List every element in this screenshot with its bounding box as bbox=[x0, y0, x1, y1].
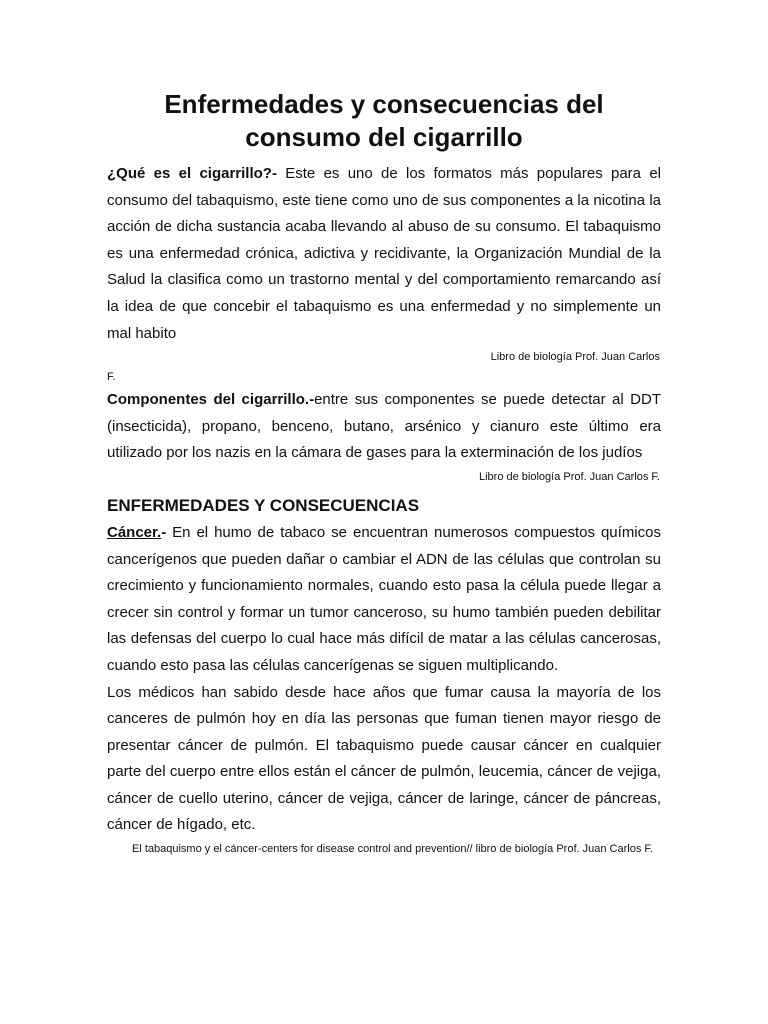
section-text-components: entre sus componentes se puede detectar al DDT (insecticida), propano, benceno, butano, arsénico y cianuro este último era utilizado por los nazis en la cámara de gases para la exterminación de los judíos bbox=[107, 391, 661, 462]
paragraph-cancer-1 bbox=[107, 520, 661, 680]
citation-1-continuation: F. bbox=[107, 371, 116, 384]
citation-2: Libro de biología Prof. Juan Carlos F. bbox=[479, 470, 660, 483]
document-title: Enfermedades y consecuencias del consumo del cigarrillo bbox=[164, 89, 604, 152]
cancer-label: Cáncer. bbox=[107, 523, 162, 541]
citation-1: Libro de biología Prof. Juan Carlos bbox=[490, 351, 660, 364]
paragraph-cancer-2: Los médicos han sabido desde hace años que fumar causa la mayoría de los canceres de pulmón hoy en día las personas que fuman tienen mayor riesgo de presentar cáncer de pulmón. El tabaquismo puede causar cáncer en cualquier parte del cuerpo entre ellos están el cáncer de pulmón, leucemia, cáncer de vejiga, cáncer de cuello uterino, cáncer de vejiga, cáncer de laringe, cáncer de páncreas, cáncer de hígado, etc. bbox=[107, 683, 661, 834]
document-page bbox=[107, 88, 661, 859]
section-text-what-is: Este es uno de los formatos más populares para el consumo del tabaquismo, este tiene como uno de sus componentes a la nicotina la acción de dicha sustancia acaba llevando al abuso de su consumo. El tabaquismo es una enfermedad crónica, adictiva y recidivante, la Organización Mundial de la Salud la clasifica como un trastorno mental y del comportamiento remarcando así la idea de que concebir el tabaquismo es una enfermedad y no simplemente un mal habito bbox=[107, 165, 661, 342]
cancer-dash: - bbox=[161, 523, 167, 541]
section-heading-what-is: ¿Qué es el cigarrillo?- bbox=[107, 165, 277, 182]
section-heading-components: Componentes del cigarrillo.- bbox=[107, 391, 315, 409]
section-what-is-cigarette bbox=[107, 161, 661, 347]
citation-3: El tabaquismo y el cáncer-centers for disease control and prevention// libro de biología Prof. Juan Carlos F. bbox=[132, 843, 653, 856]
section-components bbox=[107, 387, 661, 467]
section-heading-diseases: ENFERMEDADES Y CONSECUENCIAS bbox=[107, 495, 420, 515]
cancer-label-wrap bbox=[107, 524, 166, 541]
cancer-paragraph-text: En el humo de tabaco se encuentran numerosos compuestos químicos cancerígenos que pueden dañar o cambiar el ADN de las células que controlan su crecimiento y funcionamiento normales, cuando esto pasa la célula puede llegar a crecer sin control y formar un tumor canceroso, su humo también pueden debilitar las defensas del cuerpo lo cual hace más difícil de matar a las células cancerosas, cuando esto pasa las células cancerígenas se siguen multiplicando. bbox=[107, 523, 661, 674]
